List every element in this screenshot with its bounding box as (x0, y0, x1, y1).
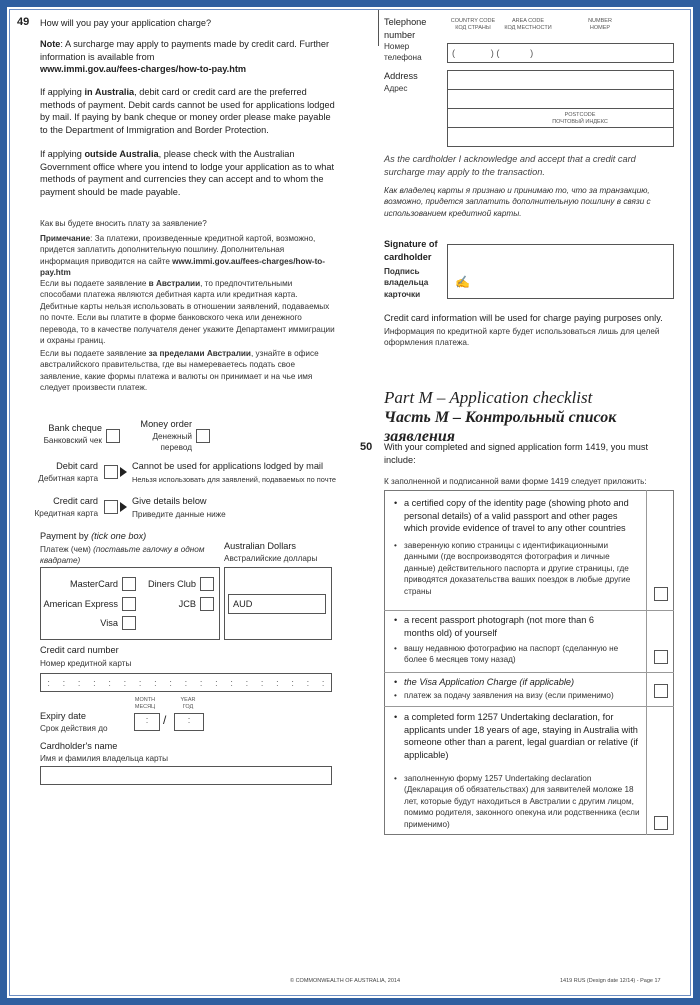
text: NUMBER (588, 18, 612, 24)
text: Если вы подаете заявление (40, 279, 149, 288)
text: YEAR (180, 697, 196, 703)
payment-by-ru-label (40, 544, 220, 567)
note-url[interactable]: www.immi.gov.au/fees-charges/how-to-pay.htm (40, 64, 247, 75)
checklist-item-1-ru: заверенную копию страницы с идентификационными данными (где воспроизводятся фотография и личные данные) действительного паспорта и другие страницы, где приводятся доказательства ваших поездок в любые другие страны (404, 541, 631, 596)
mastercard-checkbox[interactable] (122, 577, 136, 591)
money-order-ru-label-1: Денежный (152, 432, 192, 441)
text-bold: in Australia (84, 87, 135, 97)
ack-text: As the cardholder I acknowledge and accept that a credit card surcharge may apply to the transaction. (384, 154, 636, 177)
bullet-icon: • (394, 644, 397, 653)
part-m-title-ru: Часть М – Контрольный список заявления (384, 409, 617, 445)
in-australia-paragraph (40, 86, 335, 136)
arrow-right-icon (120, 502, 127, 512)
telephone-input[interactable]: ( ) ( ) (447, 43, 674, 63)
text: COUNTRY CODE (450, 18, 496, 24)
part-m-title: Part M – Application checklist (384, 388, 593, 407)
text: НОМЕР (589, 24, 611, 31)
text: AREA CODE (511, 18, 545, 24)
arrow-right-icon (120, 467, 127, 477)
country-code-label (448, 18, 498, 31)
checklist-item-1: a certified copy of the identity page (showing photo and personal details) of a valid passport and other pages which provide evidence of travel to any other countries (404, 498, 629, 534)
year-label (173, 697, 203, 710)
address-label: Address (384, 71, 418, 81)
cc-number-input[interactable]: : : : : : : : : : : : : : : : : : : : (40, 673, 332, 692)
checklist-item-2-checkbox[interactable] (654, 650, 668, 664)
credit-card-ru-label: Кредитная карта (34, 509, 98, 518)
cardholder-name-input[interactable] (40, 766, 332, 785)
expiry-month-input[interactable]: : (134, 713, 160, 731)
bank-cheque-ru-label: Банковский чек (43, 436, 102, 445)
checklist-item-1-checkbox[interactable] (654, 587, 668, 601)
telephone-label: Telephone number (384, 17, 427, 40)
checklist-item-4-ru: заполненную форму 1257 Undertaking declaration (Декларация об обязательствах) для заявителей моложе 18 лет, которые будут находиться в Австралии с другим лицом, помимо родителя, законного опекуна или родственника (если применимо) (404, 774, 640, 829)
cardholder-ru-label: Имя и фамилия владельца карты (40, 754, 169, 763)
checklist-intro: With your completed and signed application form 1419, you must include: (384, 442, 649, 465)
row-divider (384, 610, 674, 611)
ru-question: Как вы будете вносить плату за заявление? (40, 219, 207, 228)
bank-cheque-label: Bank cheque (48, 423, 102, 433)
checklist-intro-ru: К заполненной и подписанной вами форме 1419 следует приложить: (384, 477, 647, 486)
aud-ru-label: Австралийские доллары (224, 554, 318, 563)
credit-card-ru-note: Приведите данные ниже (132, 510, 226, 519)
text: КОД СТРАНЫ (455, 24, 491, 31)
diners-club-checkbox[interactable] (200, 577, 214, 591)
amount-input[interactable] (228, 594, 326, 614)
text-bold: outside Australia (84, 149, 159, 159)
column-divider (378, 10, 379, 46)
payment-by-label (40, 530, 220, 543)
text: MONTH (134, 697, 156, 703)
ru-note-label: Примечание (40, 234, 91, 243)
diners-club-label: Diners Club (148, 579, 196, 589)
expiry-ru-label: Срок действия до (40, 724, 108, 733)
money-order-label: Money order (140, 419, 192, 429)
text: , debit card or credit card are the preferred methods of payment. Debit cards cannot be used for applications lodged by mail. If paying by bank cheque or money order please make payable to the Department of Immigration and Border Protection. (40, 87, 335, 135)
number-label (575, 18, 625, 31)
checklist-item-4-checkbox[interactable] (654, 816, 668, 830)
jcb-label: JCB (178, 599, 196, 609)
money-order-checkbox[interactable] (196, 429, 210, 443)
signature-label: Signature of cardholder (384, 239, 438, 262)
address-line-1[interactable] (447, 70, 674, 90)
debit-card-ru-label: Дебитная карта (38, 474, 98, 483)
expiry-label: Expiry date (40, 711, 86, 721)
bullet-icon: • (394, 677, 398, 687)
note-label: Note (40, 39, 61, 49)
address-ru-label: Адрес (384, 84, 408, 93)
cardholder-label: Cardholder's name (40, 741, 118, 751)
credit-card-checkbox[interactable] (104, 500, 118, 514)
amex-checkbox[interactable] (122, 597, 136, 611)
text: If applying (40, 87, 85, 97)
visa-checkbox[interactable] (122, 616, 136, 630)
checklist-item-4: a completed form 1257 Undertaking declaration, for applicants under 18 years of age, staying in Australia with someone other than a parent, legal guardian or relative (if applicable) (404, 712, 638, 760)
text: КОД МЕСТНОСТИ (504, 24, 552, 31)
text: , узнайте в офисе австралийского правительства, где вы намереваетесь подать свое заявление, какие формы платежа и валюты он принимает и на чье имя следует произвести платеж. (40, 349, 319, 393)
text-bold: в Австралии (148, 279, 201, 288)
info-ru-text: Информация по кредитной карте будет использоваться лишь для целей оформления платежа. (384, 327, 660, 348)
debit-card-checkbox[interactable] (104, 465, 118, 479)
bullet-icon: • (394, 691, 397, 700)
credit-card-label: Credit card (53, 496, 98, 506)
cc-number-ru-label: Номер кредитной карты (40, 659, 132, 668)
slash: / (163, 713, 167, 727)
text: If applying (40, 149, 85, 159)
checklist-item-3-checkbox[interactable] (654, 684, 668, 698)
aud-label: Australian Dollars (224, 541, 296, 551)
pen-icon: ✍ (455, 275, 470, 289)
text: , то предпочтительными способами платежа являются дебитная карта или кредитная карта. Дебитные карты нельзя использовать в отношении заявлений, подаваемых по почте. Если вы платите в форме банковского чека или денежного перевода, то в качестве получателя денег укажите Департамент иммиграции и охраны границ. (40, 279, 335, 346)
debit-card-note: Cannot be used for applications lodged by mail (132, 461, 324, 471)
note-paragraph (40, 38, 335, 76)
footer-copyright: © COMMONWEALTH OF AUSTRALIA, 2014 (290, 978, 400, 984)
outside-australia-paragraph (40, 148, 335, 198)
text: , please check with the Australian Government office where you intend to lodge your application as to what methods of payment and currencies they can accept and to whom the payment should be made payable. (40, 149, 335, 197)
question-number: 49 (17, 16, 30, 28)
checklist-item-2: a recent passport photograph (not more than 6 months old) of yourself (404, 615, 594, 638)
checklist-item-2-ru: вашу недавнюю фотографию на паспорт (сделанную не более 6 месяцев тому назад) (404, 644, 619, 665)
signature-ru-label: Подпись владельца карточки (384, 267, 429, 299)
text: ГОД (182, 703, 194, 710)
text-bold: за пределами Австралии (148, 349, 251, 358)
question-text: How will you pay your application charge? (40, 18, 212, 28)
checklist-item-3: the Visa Application Charge (if applicable) (404, 677, 575, 687)
amex-label: American Express (43, 599, 118, 609)
bank-cheque-checkbox[interactable] (106, 429, 120, 443)
mastercard-label: MasterCard (70, 579, 118, 589)
bullet-icon: • (394, 774, 397, 783)
text-italic: (tick one box) (91, 531, 147, 541)
debit-card-label: Debit card (56, 461, 98, 471)
text: Payment by (40, 531, 92, 541)
ru-note-paragraph (40, 233, 335, 279)
bullet-icon: • (394, 615, 398, 625)
ru-note-text: : За платежи, произведенные кредитной картой, возможно, придется заплатить дополнительную пошлину. Дополнительная информация приводится на сайте (40, 234, 316, 266)
ack-ru-text: Как владелец карты я признаю и принимаю то, что за транзакцию, возможно, придется заплатить дополнительную пошлину в связи с использованием кредитной карты. (384, 186, 651, 218)
area-code-label (503, 18, 553, 31)
ru-outside-australia-paragraph (40, 348, 335, 394)
text: МЕСЯЦ (134, 703, 156, 710)
question-number: 50 (360, 441, 373, 453)
note-text: : A surcharge may apply to payments made by credit card. Further information is available from (40, 39, 330, 62)
row-divider (384, 706, 674, 707)
info-text: Credit card information will be used for charge paying purposes only. (384, 313, 663, 323)
visa-label: Visa (100, 618, 118, 628)
text-italic: (поставьте галочку в одном квадрате) (40, 545, 205, 566)
bullet-icon: • (394, 541, 397, 550)
money-order-ru-label-2: перевод (160, 443, 192, 452)
address-line-2[interactable] (447, 89, 674, 109)
postcode-label (540, 112, 620, 125)
row-divider (384, 672, 674, 673)
expiry-year-input[interactable]: : (174, 713, 204, 731)
text: ПОЧТОВЫЙ ИНДЕКС (552, 118, 608, 125)
currency-code: AUD (233, 599, 253, 609)
telephone-ru-label: Номер телефона (384, 42, 422, 63)
text: Если вы подаете заявление (40, 349, 149, 358)
footer-page-number: 1419 RUS (Design date 12/14) - Page 17 (560, 978, 661, 984)
text: Платеж (чем) (40, 545, 94, 554)
bullet-icon: • (394, 712, 398, 722)
signature-box[interactable] (447, 244, 674, 299)
ru-note-url[interactable]: www.immi.gov.au/fees-charges/how-to-pay.htm (40, 256, 326, 278)
credit-card-note: Give details below (132, 496, 207, 506)
month-label (130, 697, 160, 710)
bullet-icon: • (394, 498, 398, 508)
cc-number-label: Credit card number (40, 645, 119, 655)
jcb-checkbox[interactable] (200, 597, 214, 611)
debit-card-ru-note: Нельзя использовать для заявлений, подаваемых по почте (132, 475, 337, 484)
ru-in-australia-paragraph (40, 278, 335, 346)
checklist-item-3-ru: платеж за подачу заявления на визу (если применимо) (404, 691, 614, 700)
text: POSTCODE (564, 112, 596, 118)
checklist-column-divider (646, 490, 647, 835)
postcode-input[interactable] (447, 127, 674, 147)
